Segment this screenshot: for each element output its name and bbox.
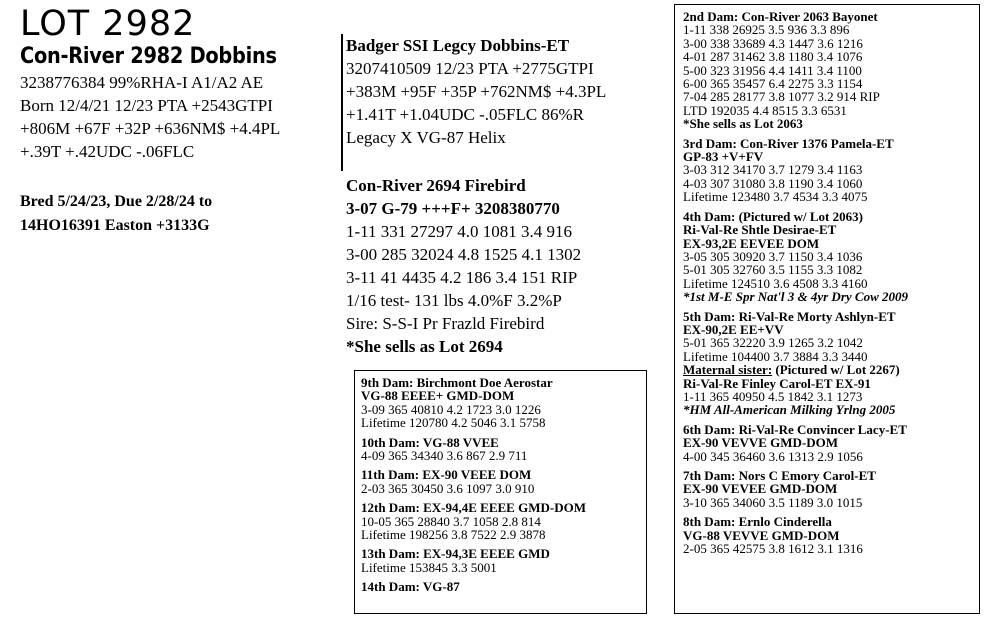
dam-7-heading: 7th Dam: Nors C Emory Carol-ET — [683, 468, 876, 483]
record-line: 1-11 365 40950 4.5 1842 3.1 1273 — [683, 388, 863, 404]
dam-12-heading: 12th Dam: EX-94,4E EEEE GMD-DOM — [361, 500, 586, 516]
record-line: 4-01 287 31462 3.8 1180 3.4 1076 — [683, 49, 863, 65]
dam-7-section — [683, 469, 979, 509]
record-line: 3-05 305 30920 3.7 1150 3.4 1036 — [683, 248, 863, 264]
animal-line: +806M +67F +32P +636NM$ +4.4PL — [20, 119, 281, 138]
dam-13-section — [361, 547, 646, 574]
ancestor-box-right — [674, 4, 980, 614]
record-line: 4-03 307 31080 3.8 1190 3.4 1060 — [683, 175, 863, 191]
dam-name: Con-River 2694 Firebird — [346, 176, 526, 195]
record-line: 4-09 365 34340 3.6 867 2.9 711 — [361, 448, 528, 464]
animal-name: Con-River 2982 Dobbins — [20, 44, 277, 69]
dam-3-classification: GP-83 +V+FV — [683, 149, 764, 165]
dam-6-section — [683, 423, 979, 463]
dam-14-section — [361, 580, 646, 593]
dam-8-heading: 8th Dam: Ernlo Cinderella — [683, 514, 832, 530]
animal-line: 3238776384 99%RHA-I A1/A2 AE — [20, 73, 264, 92]
maternal-sister-award: *HM All-American Milking Yrlng 2005 — [683, 402, 896, 418]
dam-4-classification: EX-93,2E EEVEE DOM — [683, 235, 820, 251]
dam-9-section — [361, 376, 646, 430]
dam-7-classification: EX-90 VEVEE GMD-DOM — [683, 481, 838, 497]
sire-line: 3207410509 12/23 PTA +2775GTPI — [346, 59, 594, 78]
record-line: 3-10 365 34060 3.5 1189 3.0 1015 — [683, 494, 863, 510]
animal-line: Born 12/4/21 12/23 PTA +2543GTPI — [20, 96, 273, 115]
breeding-info — [20, 190, 212, 238]
record-line: 2-05 365 42575 3.8 1612 3.1 1316 — [683, 541, 863, 557]
bred-line: 14HO16391 Easton +3133G — [20, 217, 210, 234]
dam-3-heading: 3rd Dam: Con-River 1376 Pamela-ET — [683, 135, 894, 151]
divider-line — [341, 34, 343, 171]
dam-note: *She sells as Lot 2694 — [346, 337, 503, 356]
dam-10-section — [361, 436, 646, 463]
record-line: LTD 192035 4.4 8515 3.3 6531 — [683, 102, 847, 118]
record-line: 4-00 345 36460 3.6 1313 2.9 1056 — [683, 448, 863, 464]
dam-line: 1-11 331 27297 4.0 1081 3.4 916 — [346, 222, 573, 241]
record-line: 10-05 365 28840 3.7 1058 2.8 814 — [361, 513, 541, 529]
record-line: Lifetime 153845 3.3 5001 — [361, 559, 497, 575]
animal-details — [20, 71, 340, 163]
dam-13-heading: 13th Dam: EX-94,3E EEEE GMD — [361, 546, 550, 562]
record-line: 1-11 338 26925 3.5 936 3.3 896 — [683, 22, 850, 38]
record-line: 2-03 365 30450 3.6 1097 3.0 910 — [361, 480, 535, 496]
record-line: 3-03 312 34170 3.7 1279 3.4 1163 — [683, 162, 863, 178]
dam-3-section — [683, 137, 979, 204]
sire-name: Badger SSI Legcy Dobbins-ET — [346, 36, 570, 55]
dam-9-heading: 9th Dam: Birchmont Doe Aerostar — [361, 375, 553, 390]
record-line: 6-00 365 35457 6.4 2275 3.3 1154 — [683, 76, 863, 92]
dam-2-heading: 2nd Dam: Con-River 2063 Bayonet — [683, 9, 878, 24]
sire-info — [346, 34, 646, 149]
dam-line: 3-00 285 32024 4.8 1525 4.1 1302 — [346, 245, 582, 264]
dam-5-section — [683, 310, 979, 417]
record-line: Lifetime 124510 3.6 4508 3.3 4160 — [683, 275, 868, 291]
dam-classification: 3-07 G-79 +++F+ 3208380770 — [346, 199, 560, 218]
record-line: Lifetime 123480 3.7 4534 3.3 4075 — [683, 189, 868, 205]
dam-4-name: Ri-Val-Re Shtle Desirae-ET — [683, 222, 837, 238]
dam-line: Sire: S-S-I Pr Frazld Firebird — [346, 314, 545, 333]
sire-line: Legacy X VG-87 Helix — [346, 128, 506, 147]
dam-4-section — [683, 210, 979, 304]
dam-11-section — [361, 468, 646, 495]
dam-14-heading: 14th Dam: VG-87 — [361, 579, 460, 595]
dam-10-heading: 10th Dam: VG-88 VVEE — [361, 434, 499, 450]
dam-5-heading: 5th Dam: Ri-Val-Re Morty Ashlyn-ET — [683, 308, 896, 324]
dam-2-note: *She sells as Lot 2063 — [683, 116, 803, 132]
sire-line: +383M +95F +35P +762NM$ +4.3PL — [346, 82, 607, 101]
dam-4-note: *1st M-E Spr Nat'l 3 & 4yr Dry Cow 2009 — [683, 289, 908, 305]
dam-line: 3-11 41 4435 4.2 186 3.4 151 RIP — [346, 268, 578, 287]
animal-line: +.39T +.42UDC -.06FLC — [20, 142, 195, 161]
lot-title: LOT 2982 — [20, 4, 196, 44]
record-line: Lifetime 198256 3.8 7522 2.9 3878 — [361, 527, 546, 543]
bred-line: Bred 5/24/23, Due 2/28/24 to — [20, 193, 213, 210]
record-line: 5-01 365 32220 3.9 1265 3.2 1042 — [683, 335, 863, 351]
maternal-sister-note: (Pictured w/ Lot 2267) — [772, 362, 900, 378]
dam-6-heading: 6th Dam: Ri-Val-Re Convincer Lacy-ET — [683, 421, 907, 437]
record-line: 7-04 285 28177 3.8 1077 3.2 914 RIP — [683, 89, 880, 105]
record-line: 3-00 338 33689 4.3 1447 3.6 1216 — [683, 35, 863, 51]
dam-line: 1/16 test- 131 lbs 4.0%F 3.2%P — [346, 291, 562, 310]
dam-6-classification: EX-90 VEVVE GMD-DOM — [683, 435, 839, 451]
record-line: 3-09 365 40810 4.2 1723 3.0 1226 — [361, 401, 541, 417]
record-line: 5-00 323 31956 4.4 1411 3.4 1100 — [683, 62, 862, 78]
dam-4-heading: 4th Dam: (Pictured w/ Lot 2063) — [683, 208, 863, 224]
dam-11-heading: 11th Dam: EX-90 VEEE DOM — [361, 467, 532, 483]
maternal-sister-label: Maternal sister: — [683, 362, 773, 378]
record-line: 5-01 305 32760 3.5 1155 3.3 1082 — [683, 262, 863, 278]
sire-line: +1.41T +1.04UDC -.05FLC 86%R — [346, 105, 584, 124]
record-line: Lifetime 120780 4.2 5046 3.1 5758 — [361, 415, 546, 431]
dam-8-section — [683, 515, 979, 555]
maternal-sister-heading — [683, 363, 979, 376]
ancestor-box-lower — [354, 370, 647, 614]
record-line: Lifetime 104400 3.7 3884 3.3 3440 — [683, 348, 868, 364]
dam-info — [346, 174, 646, 358]
dam-5-classification: EX-90,2E EE+VV — [683, 321, 784, 337]
dam-12-section — [361, 501, 646, 541]
animal-info — [20, 44, 340, 163]
maternal-sister-name: Ri-Val-Re Finley Carol-ET EX-91 — [683, 375, 871, 391]
dam-2-section — [683, 10, 979, 131]
dam-9-classification: VG-88 EEEE+ GMD-DOM — [361, 388, 515, 404]
dam-8-classification: VG-88 VEVVE GMD-DOM — [683, 527, 840, 543]
